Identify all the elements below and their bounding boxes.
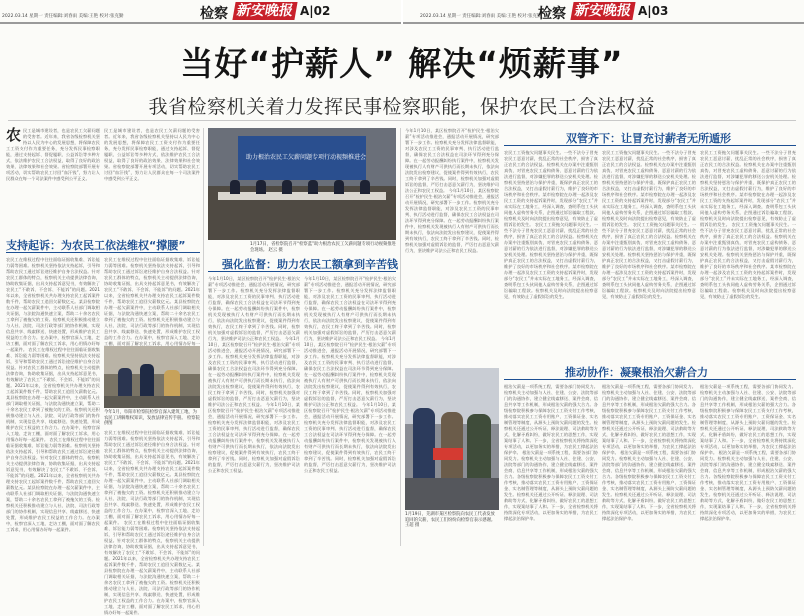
right-page-number: A|03 (638, 4, 669, 18)
meeting-screen (238, 136, 366, 180)
left-logo: 新安晚报 (232, 2, 297, 20)
figure-person-2 (140, 364, 154, 398)
section-rule-double (504, 145, 796, 146)
subheadline: 我省检察机关着力发挥民事检察职能，保护农民工合法权益 (148, 96, 656, 118)
right-section-label: 检察 (538, 6, 566, 22)
double-text-col3: 农民工工资拖欠问题事关民生。一些不法分子冒充农民工恶意讨薪，扰乱正常的社会秩序，损害了真正农民工的合法权益。检察机关在办案中注重甄别真伪，对冒充农民工虚构债务、恶意讨薪的行为依法进行监督，对涉嫌犯罪的移送公安机关处理。检察机关坚持惩治与保护并重，既保护真正农民工的合法权益，又打击虚假讨薪行为，维护了良好的市场秩序和社会秩序。某市检察院在办理一起涉及农民工工资的支持起诉案件时，发现部分“农民工”并未实际在工地务工，经深入调查，查明系包工头伙同他人虚构劳务关系，企图通过诉讼骗取工程款。检察机关及时向法院提出检察意见，有效防止了虚假诉讼的发生。 农民工工资拖欠问题事关民生。一些不法分子冒充农民工恶意讨薪，扰乱正常的社会秩序，损害了真正农民工的合法权益。检察机关在办案中注重甄别真伪，对冒充农民工虚构债务、恶意讨薪的行为依法进行监督，对涉嫌犯罪的移送公安机关处理。检察机关坚持惩治与保护并重，既保护真正农民工的合法权益，又打击虚假讨薪行为，维护了良好的市场秩序和社会秩序。某市检察院在办理一起涉及农民工工资的支持起诉案件时，发现部分“农民工”并未实际在工地务工，经深入调查，查明系包工头伙同他人虚构劳务关系，企图通过诉讼骗取工程款。检察机关及时向法院提出检察意见，有效防止了虚假诉讼的发生。 (700, 150, 796, 299)
caption-bottom: 1月19日，芜湖市某区检察院向农民工代表发放追回的欠薪，农民工们纷纷向检察官表示感谢。 王超 摄 (405, 512, 496, 528)
caption-top: 1月17日，省检察院召开“检察蓝”助力根治农民工欠薪问题专项行动视频推进会现场。 赵云 摄 (250, 242, 396, 253)
support-text-col1: 农民工在维权过程中往往面临证据收集难、诉讼能力弱等困难。检察机关坚持依法支持起诉，引导和帮助农民工通过诉讼途径维护自身合法权益。针对农民工群体的特点，检察机关主动提供法律咨询，协助收集证据，出具支持起诉意见书，有效解决了农民工“不敢诉、不会诉、不能诉”的问题。2021年以来，全省检察机关共办理支持农民工起诉案件数千件，帮助农民工追回欠薪数亿元。某县检察院在办理一起欠薪案件中，主动联系人社部门调取相关证据，与法院沟通快速立案，帮助二十余名农民工拿到了被拖欠的工资。检察机关还积极推动建立与人社、法院、司法行政等部门的协作机制，实现信息共享、线索移送、快速处置，形成维护农民工权益的工作合力。在办案中，检察官深入工地、走访工棚，面对面了解农民工诉求，用心用情办好每一起案件。 农民工在维权过程中往往面临证据收集难、诉讼能力弱等困难。检察机关坚持依法支持起诉，引导和帮助农民工通过诉讼途径维护自身合法权益。针对农民工群体的特点，检察机关主动提供法律咨询，协助收集证据，出具支持起诉意见书，有效解决了农民工“不敢诉、不会诉、不能诉”的问题。2021年以来，全省检察机关共办理支持农民工起诉案件数千件，帮助农民工追回欠薪数亿元。某县检察院在办理一起欠薪案件中，主动联系人社部门调取相关证据，与法院沟通快速立案，帮助二十余名农民工拿到了被拖欠的工资。检察机关还积极推动建立与人社、法院、司法行政等部门的协作机制，实现信息共享、线索移送、快速处置，形成维护农民工权益的工作合力。在办案中，检察官深入工地、走访工棚，面对面了解农民工诉求，用心用情办好每一起案件。 农民工在维权过程中往往面临证据收集难、诉讼能力弱等困难。检察机关坚持依法支持起诉，引导和帮助农民工通过诉讼途径维护自身合法权益。针对农民工群体的特点，检察机关主动提供法律咨询，协助收集证据，出具支持起诉意见书，有效解决了农民工“不敢诉、不会诉、不能诉”的问题。2021年以来，全省检察机关共办理支持农民工起诉案件数千件，帮助农民工追回欠薪数亿元。某县检察院在办理一起欠薪案件中，主动联系人社部门调取相关证据，与法院沟通快速立案，帮助二十余名农民工拿到了被拖欠的工资。检察机关还积极推动建立与人社、法院、司法行政等部门的协作机制，实现信息共享、线索移送、快速处置，形成维护农民工权益的工作合力。在办案中，检察官深入工地、走访工棚，面对面了解农民工诉求，用心用情办好每一起案件。 (6, 257, 100, 532)
support-text-col2: 农民工在维权过程中往往面临证据收集难、诉讼能力弱等困难。检察机关坚持依法支持起诉，引导和帮助农民工通过诉讼途径维护自身合法权益。针对农民工群体的特点，检察机关主动提供法律咨询，协助收集证据，出具支持起诉意见书，有效解决了农民工“不敢诉、不会诉、不能诉”的问题。2021年以来，全省检察机关共办理支持农民工起诉案件数千件，帮助农民工追回欠薪数亿元。某县检察院在办理一起欠薪案件中，主动联系人社部门调取相关证据，与法院沟通快速立案，帮助二十余名农民工拿到了被拖欠的工资。检察机关还积极推动建立与人社、法院、司法行政等部门的协作机制，实现信息共享、线索移送、快速处置，形成维护农民工权益的工作合力。在办案中，检察官深入工地、走访工棚，面对面了解农民工诉求，用心用情办好每一 (104, 257, 200, 346)
red-envelope (433, 448, 463, 460)
section-rule-promote (504, 379, 796, 380)
section-title-support: 支持起诉：为农民工依法维权“撑腰” (6, 239, 186, 252)
figure-worker-1 (441, 412, 463, 478)
figure-person-3 (164, 370, 180, 398)
section-title-double: 双管齐下：让冒充讨薪者无所遁形 (566, 132, 731, 145)
right-logo: 新安晚报 (570, 2, 635, 20)
figure-person-1 (118, 368, 132, 398)
intro-dropcap: 农 (6, 126, 22, 144)
promote-text-col1: 根治欠薪是一项系统工程，需要各部门协同发力。检察机关主动加强与人社、住建、公安、法院等部门的沟通协作，建立健全线索移送、案件会商、信息共享等工作机制，形成根治欠薪的强大合力。各级检察院积极参与保障农民工工资支付工作考核，推动落实农民工工资专用账户、工资保证金、实名制管理等制度，从源头上预防欠薪问题的发生。检察机关还通过公开听证、释法说理、司法救助等方式，化解矛盾纠纷，做好农民工的思想工作，实现案结事了人和。下一步，全省检察机关将持续深化专项活动，以更加务实的举措，为农民工撑起法治保护伞。 根治欠薪是一项系统工程，需要各部门协同发力。检察机关主动加强与人社、住建、公安、法院等部门的沟通协作，建立健全线索移送、案件会商、信息共享等工作机制，形成根治欠薪的强大合力。各级检察院积极参与保障农民工工资支付工作考核，推动落实农民工工资专用账户、工资保证金、实名制管理等制度，从源头上预防欠薪问题的发生。检察机关还通过公开听证、释法说理、司法救助等方式，化解矛盾纠纷，做好农民工的思想工作，实现案结事了人和。下一步，全省检察机关将持续深化专项活动，以更加务实的举措，为农民工撑起法治保护伞。 (504, 384, 598, 521)
support-text-col2b: 农民工在维权过程中往往面临证据收集难、诉讼能力弱等困难。检察机关坚持依法支持起诉，引导和帮助农民工通过诉讼途径维护自身合法权益。针对农民工群体的特点，检察机关主动提供法律咨询，协助收集证据，出具支持起诉意见书，有效解决了农民工“不敢诉、不会诉、不能诉”的问题。2021年以来，全省检察机关共办理支持农民工起诉案件数千件，帮助农民工追回欠薪数亿元。某县检察院在办理一起欠薪案件中，主动联系人社部门调取相关证据，与法院沟通快速立案，帮助二十余名农民工拿到了被拖欠的工资。检察机关还积极推动建立与人社、法院、司法行政等部门的协作机制，实现信息共享、线索移送、快速处置，形成维护农民工权益的工作合力。在办案中，检察官深入工地、走访工棚，面对面了解农民工诉求，用心用情办好每一起案件。 农民工在维权过程中往往面临证据收集难、诉讼能力弱等困难。检察机关坚持依法支持起诉，引导和帮助农民工通过诉讼途径维护自身合法权益。针对农民工群体的特点，检察机关主动提供法律咨询，协助收集证据，出具支持起诉意见书，有效解决了农民工“不敢诉、不会诉、不能诉”的问题。2021年以来，全省检察机关共办理支持农民工起诉案件数千件，帮助农民工追回欠薪数亿元。某县检察院在办理一起欠薪案件中，主动联系人社部门调取相关证据，与法院沟通快速立案，帮助二十余名农民工拿到了被拖欠的工资。检察机关还积极推动建立与人社、法院、司法行政等部门的协作机制，实现信息共享、线索移送、快速处置，形成维护农民工权益的工作合力。在办案中，检察官深入工地、走访工棚，面对面了解农民工诉求，用心用情办好每一起案件。 (104, 430, 200, 615)
promote-text-col3: 根治欠薪是一项系统工程，需要各部门协同发力。检察机关主动加强与人社、住建、公安、法院等部门的沟通协作，建立健全线索移送、案件会商、信息共享等工作机制，形成根治欠薪的强大合力。各级检察院积极参与保障农民工工资支付工作考核，推动落实农民工工资专用账户、工资保证金、实名制管理等制度，从源头上预防欠薪问题的发生。检察机关还通过公开听证、释法说理、司法救助等方式，化解矛盾纠纷，做好农民工的思想工作，实现案结事了人和。下一步，全省检察机关将持续深化专项活动，以更加务实的举措，为农民工撑起法治保护伞。 根治欠薪是一项系统工程，需要各部门协同发力。检察机关主动加强与人社、住建、公安、法院等部门的沟通协作，建立健全线索移送、案件会商、信息共享等工作机制，形成根治欠薪的强大合力。各级检察院积极参与保障农民工工资支付工作考核，推动落实农民工工资专用账户、工资保证金、实名制管理等制度，从源头上预防欠薪问题的发生。检察机关还通过公开听证、释法说理、司法救助等方式，化解矛盾纠纷，做好农民工的思想工作，实现案结事了人和。下一步，全省检察机关将持续深化专项活动，以更加务实的举措，为农民工撑起法治保护伞。 (700, 384, 796, 521)
intro-text: 民工是城市建设者，也是农民工欠薪问题的受害者。近年来，我省各级检察机关坚持以人民为中心的发展思想，将保障农民工工资支付作为重要任务，充分发挥民事检察职能，通过支持起诉、督促履职、公益诉讼等多种方式，依法维护农民工合法权益，取得了良好的政治效果、法律效果和社会效果。省检察院部署开展专项活动，切实帮助农民工讨回“血汗钱”，努力让人民群众在每一个司法案件中感受到公平正义。 (6, 128, 100, 181)
headline-rule (8, 120, 796, 121)
left-section-label: 检察 (200, 6, 228, 22)
photo-top (208, 128, 396, 240)
right-meta: 2022.03.14 星期一 责任编辑:刘春雨 美编:王艳 校对:张克勤 (420, 14, 542, 19)
photo-bottom (405, 368, 499, 510)
double-text-col1: 农民工工资拖欠问题事关民生。一些不法分子冒充农民工恶意讨薪，扰乱正常的社会秩序，损害了真正农民工的合法权益。检察机关在办案中注重甄别真伪，对冒充农民工虚构债务、恶意讨薪的行为依法进行监督，对涉嫌犯罪的移送公安机关处理。检察机关坚持惩治与保护并重，既保护真正农民工的合法权益，又打击虚假讨薪行为，维护了良好的市场秩序和社会秩序。某市检察院在办理一起涉及农民工工资的支持起诉案件时，发现部分“农民工”并未实际在工地务工，经深入调查，查明系包工头伙同他人虚构劳务关系，企图通过诉讼骗取工程款。检察机关及时向法院提出检察意见，有效防止了虚假诉讼的发生。 农民工工资拖欠问题事关民生。一些不法分子冒充农民工恶意讨薪，扰乱正常的社会秩序，损害了真正农民工的合法权益。检察机关在办案中注重甄别真伪，对冒充农民工虚构债务、恶意讨薪的行为依法进行监督，对涉嫌犯罪的移送公安机关处理。检察机关坚持惩治与保护并重，既保护真正农民工的合法权益，又打击虚假讨薪行为，维护了良好的市场秩序和社会秩序。某市检察院在办理一起涉及农民工工资的支持起诉案件时，发现部分“农民工”并未实际在工地务工，经深入调查，查明系包工头伙同他人虚构劳务关系，企图通过诉讼骗取工程款。检察机关及时向法院提出检察意见，有效防止了虚假诉讼的发生。 (504, 150, 598, 299)
page-gutter (401, 0, 403, 24)
photo-mid-left (104, 346, 200, 408)
section-title-strong: 强化监督：助力农民工额拿到辛苦钱 (222, 258, 398, 271)
left-meta: 2022.03.14 星期一 责任编辑:刘春雨 美编:王艳 校对:张克勤 (2, 14, 124, 19)
left-page-number: A|02 (300, 4, 331, 18)
caption-mid-left: 今年1月，阜阳市检察院检察官深入建筑工地，为农民工讲解维权知识，发放法律宣传手册。 检察院供图 (104, 410, 200, 426)
figure-worker-2 (467, 414, 491, 478)
section-rule-support (6, 252, 200, 253)
figure-prosecutor (413, 408, 435, 478)
strong-text-col1: 今年1月10日，某区检察院召开“检护民生·根治欠薪”专项活动推进会，通报活动开展情况，研究部署下一步工作。检察机关充分发挥法律监督职能，对涉及农民工工资的民事审判、执行活动进行监督，确保农民工合法权益在司法环节得到充分保障。在一起劳动报酬纠纷执行案件中，检察机关发现被执行人有财产可供执行而长期未执行，依法向法院发出检察建议，促使案件得到有效执行，农民工终于拿到了辛苦钱。同时，检察机关加强对虚假诉讼的监督，严厉打击恶意欠薪行为，坚决维护司法公正和农民工权益。 今年1月10日，某区检察院召开“检护民生·根治欠薪”专项活动推进会，通报活动开展情况，研究部署下一步工作。检察机关充分发挥法律监督职能，对涉及农民工工资的民事审判、执行活动进行监督，确保农民工合法权益在司法环节得到充分保障。在一起劳动报酬纠纷执行案件中，检察机关发现被执行人有财产可供执行而长期未执行，依法向法院发出检察建议，促使案件得到有效执行，农民工终于拿到了辛苦钱。同时，检察机关加强对虚假诉讼的监督，严厉打击恶意欠薪行为，坚决维护司法公正和农民工权益。 今年1月10日，某区检察院召开“检护民生·根治欠薪”专项活动推进会，通报活动开展情况，研究部署下一步工作。检察机关充分发挥法律监督职能，对涉及农民工工资的民事审判、执行活动进行监督，确保农民工合法权益在司法环节得到充分保障。在一起劳动报酬纠纷执行案件中，检察机关发现被执行人有财产可供执行而长期未执行，依法向法院发出检察建议，促使案件得到有效执行，农民工终于拿到了辛苦钱。同时，检察机关加强对虚假诉讼的监督，严厉打击恶意欠薪行为，坚决维护司法公正和农民工权益。 (208, 276, 300, 473)
promote-text-col2: 根治欠薪是一项系统工程，需要各部门协同发力。检察机关主动加强与人社、住建、公安、法院等部门的沟通协作，建立健全线索移送、案件会商、信息共享等工作机制，形成根治欠薪的强大合力。各级检察院积极参与保障农民工工资支付工作考核，推动落实农民工工资专用账户、工资保证金、实名制管理等制度，从源头上预防欠薪问题的发生。检察机关还通过公开听证、释法说理、司法救助等方式，化解矛盾纠纷，做好农民工的思想工作，实现案结事了人和。下一步，全省检察机关将持续深化专项活动，以更加务实的举措，为农民工撑起法治保护伞。 根治欠薪是一项系统工程，需要各部门协同发力。检察机关主动加强与人社、住建、公安、法院等部门的沟通协作，建立健全线索移送、案件会商、信息共享等工作机制，形成根治欠薪的强大合力。各级检察院积极参与保障农民工工资支付工作考核，推动落实农民工工资专用账户、工资保证金、实名制管理等制度，从源头上预防欠薪问题的发生。检察机关还通过公开听证、释法说理、司法救助等方式，化解矛盾纠纷，做好农民工的思想工作，实现案结事了人和。下一步，全省检察机关将持续深化专项活动，以更加务实的举措，为农民工撑起法治保护伞。 (602, 384, 696, 521)
intro-paragraph (6, 128, 100, 230)
section-title-promote: 推动协作：凝聚根治欠薪合力 (565, 366, 708, 379)
section-rule-strong (208, 271, 396, 272)
meeting-banner: 助力根治农民工欠薪问题专项行动视频推进会 (246, 154, 367, 161)
intro-paragraph-col2: 民工是城市建设者，也是农民工欠薪问题的受害者。近年来，我省各级检察机关坚持以人民为中心的发展思想，将保障农民工工资支付作为重要任务，充分发挥民事检察职能，通过支持起诉、督促履职、公益诉讼等多种方式，依法维护农民工合法权益，取得了良好的政治效果、法律效果和社会效果。省检察院部署开展专项活动，切实帮助农民工讨回“血汗钱”，努力让人民群众在每一个司法案件中感受到公平正义。 (104, 128, 200, 181)
double-text-col2: 农民工工资拖欠问题事关民生。一些不法分子冒充农民工恶意讨薪，扰乱正常的社会秩序，损害了真正农民工的合法权益。检察机关在办案中注重甄别真伪，对冒充农民工虚构债务、恶意讨薪的行为依法进行监督，对涉嫌犯罪的移送公安机关处理。检察机关坚持惩治与保护并重，既保护真正农民工的合法权益，又打击虚假讨薪行为，维护了良好的市场秩序和社会秩序。某市检察院在办理一起涉及农民工工资的支持起诉案件时，发现部分“农民工”并未实际在工地务工，经深入调查，查明系包工头伙同他人虚构劳务关系，企图通过诉讼骗取工程款。检察机关及时向法院提出检察意见，有效防止了虚假诉讼的发生。 农民工工资拖欠问题事关民生。一些不法分子冒充农民工恶意讨薪，扰乱正常的社会秩序，损害了真正农民工的合法权益。检察机关在办案中注重甄别真伪，对冒充农民工虚构债务、恶意讨薪的行为依法进行监督，对涉嫌犯罪的移送公安机关处理。检察机关坚持惩治与保护并重，既保护真正农民工的合法权益，又打击虚假讨薪行为，维护了良好的市场秩序和社会秩序。某市检察院在办理一起涉及农民工工资的支持起诉案件时，发现部分“农民工”并未实际在工地务工，经深入调查，查明系包工头伙同他人虚构劳务关系，企图通过诉讼骗取工程款。检察机关及时向法院提出检察意见，有效防止了虚假诉讼的发生。 (602, 150, 696, 299)
main-headline: 当好“护薪人” 解决“烦薪事” (180, 44, 624, 83)
right-text-col1: 今年1月10日，某区检察院召开“检护民生·根治欠薪”专项活动推进会，通报活动开展情况，研究部署下一步工作。检察机关充分发挥法律监督职能，对涉及农民工工资的民事审判、执行活动进行监督，确保农民工合法权益在司法环节得到充分保障。在一起劳动报酬纠纷执行案件中，检察机关发现被执行人有财产可供执行而长期未执行，依法向法院发出检察建议，促使案件得到有效执行，农民工终于拿到了辛苦钱。同时，检察机关加强对虚假诉讼的监督，严厉打击恶意欠薪行为，坚决维护司法公正和农民工权益。 今年1月10日，某区检察院召开“检护民生·根治欠薪”专项活动推进会，通报活动开展情况，研究部署下一步工作。检察机关充分发挥法律监督职能，对涉及农民工工资的民事审判、执行活动进行监督，确保农民工合法权益在司法环节得到充分保障。在一起劳动报酬纠纷执行案件中，检察机关发现被执行人有财产可供执行而长期未执行，依法向法院发出检察建议，促使案件得到有效执行，农民工终于拿到了辛苦钱。同时，检察机关加强对虚假诉讼的监督，严厉打击恶意欠薪行为，坚决维护司法公正和农民工权益。 (405, 128, 499, 253)
strong-text-col2: 今年1月10日，某区检察院召开“检护民生·根治欠薪”专项活动推进会，通报活动开展情况，研究部署下一步工作。检察机关充分发挥法律监督职能，对涉及农民工工资的民事审判、执行活动进行监督，确保农民工合法权益在司法环节得到充分保障。在一起劳动报酬纠纷执行案件中，检察机关发现被执行人有财产可供执行而长期未执行，依法向法院发出检察建议，促使案件得到有效执行，农民工终于拿到了辛苦钱。同时，检察机关加强对虚假诉讼的监督，严厉打击恶意欠薪行为，坚决维护司法公正和农民工权益。 今年1月10日，某区检察院召开“检护民生·根治欠薪”专项活动推进会，通报活动开展情况，研究部署下一步工作。检察机关充分发挥法律监督职能，对涉及农民工工资的民事审判、执行活动进行监督，确保农民工合法权益在司法环节得到充分保障。在一起劳动报酬纠纷执行案件中，检察机关发现被执行人有财产可供执行而长期未执行，依法向法院发出检察建议，促使案件得到有效执行，农民工终于拿到了辛苦钱。同时，检察机关加强对虚假诉讼的监督，严厉打击恶意欠薪行为，坚决维护司法公正和农民工权益。 今年1月10日，某区检察院召开“检护民生·根治欠薪”专项活动推进会，通报活动开展情况，研究部署下一步工作。检察机关充分发挥法律监督职能，对涉及农民工工资的民事审判、执行活动进行监督，确保农民工合法权益在司法环节得到充分保障。在一起劳动报酬纠纷执行案件中，检察机关发现被执行人有财产可供执行而长期未执行，依法向法院发出检察建议，促使案件得到有效执行，农民工终于拿到了辛苦钱。同时，检察机关加强对虚假诉讼的监督，严厉打击恶意欠薪行为，坚决维护司法公正和农民工权益。 (304, 276, 396, 473)
